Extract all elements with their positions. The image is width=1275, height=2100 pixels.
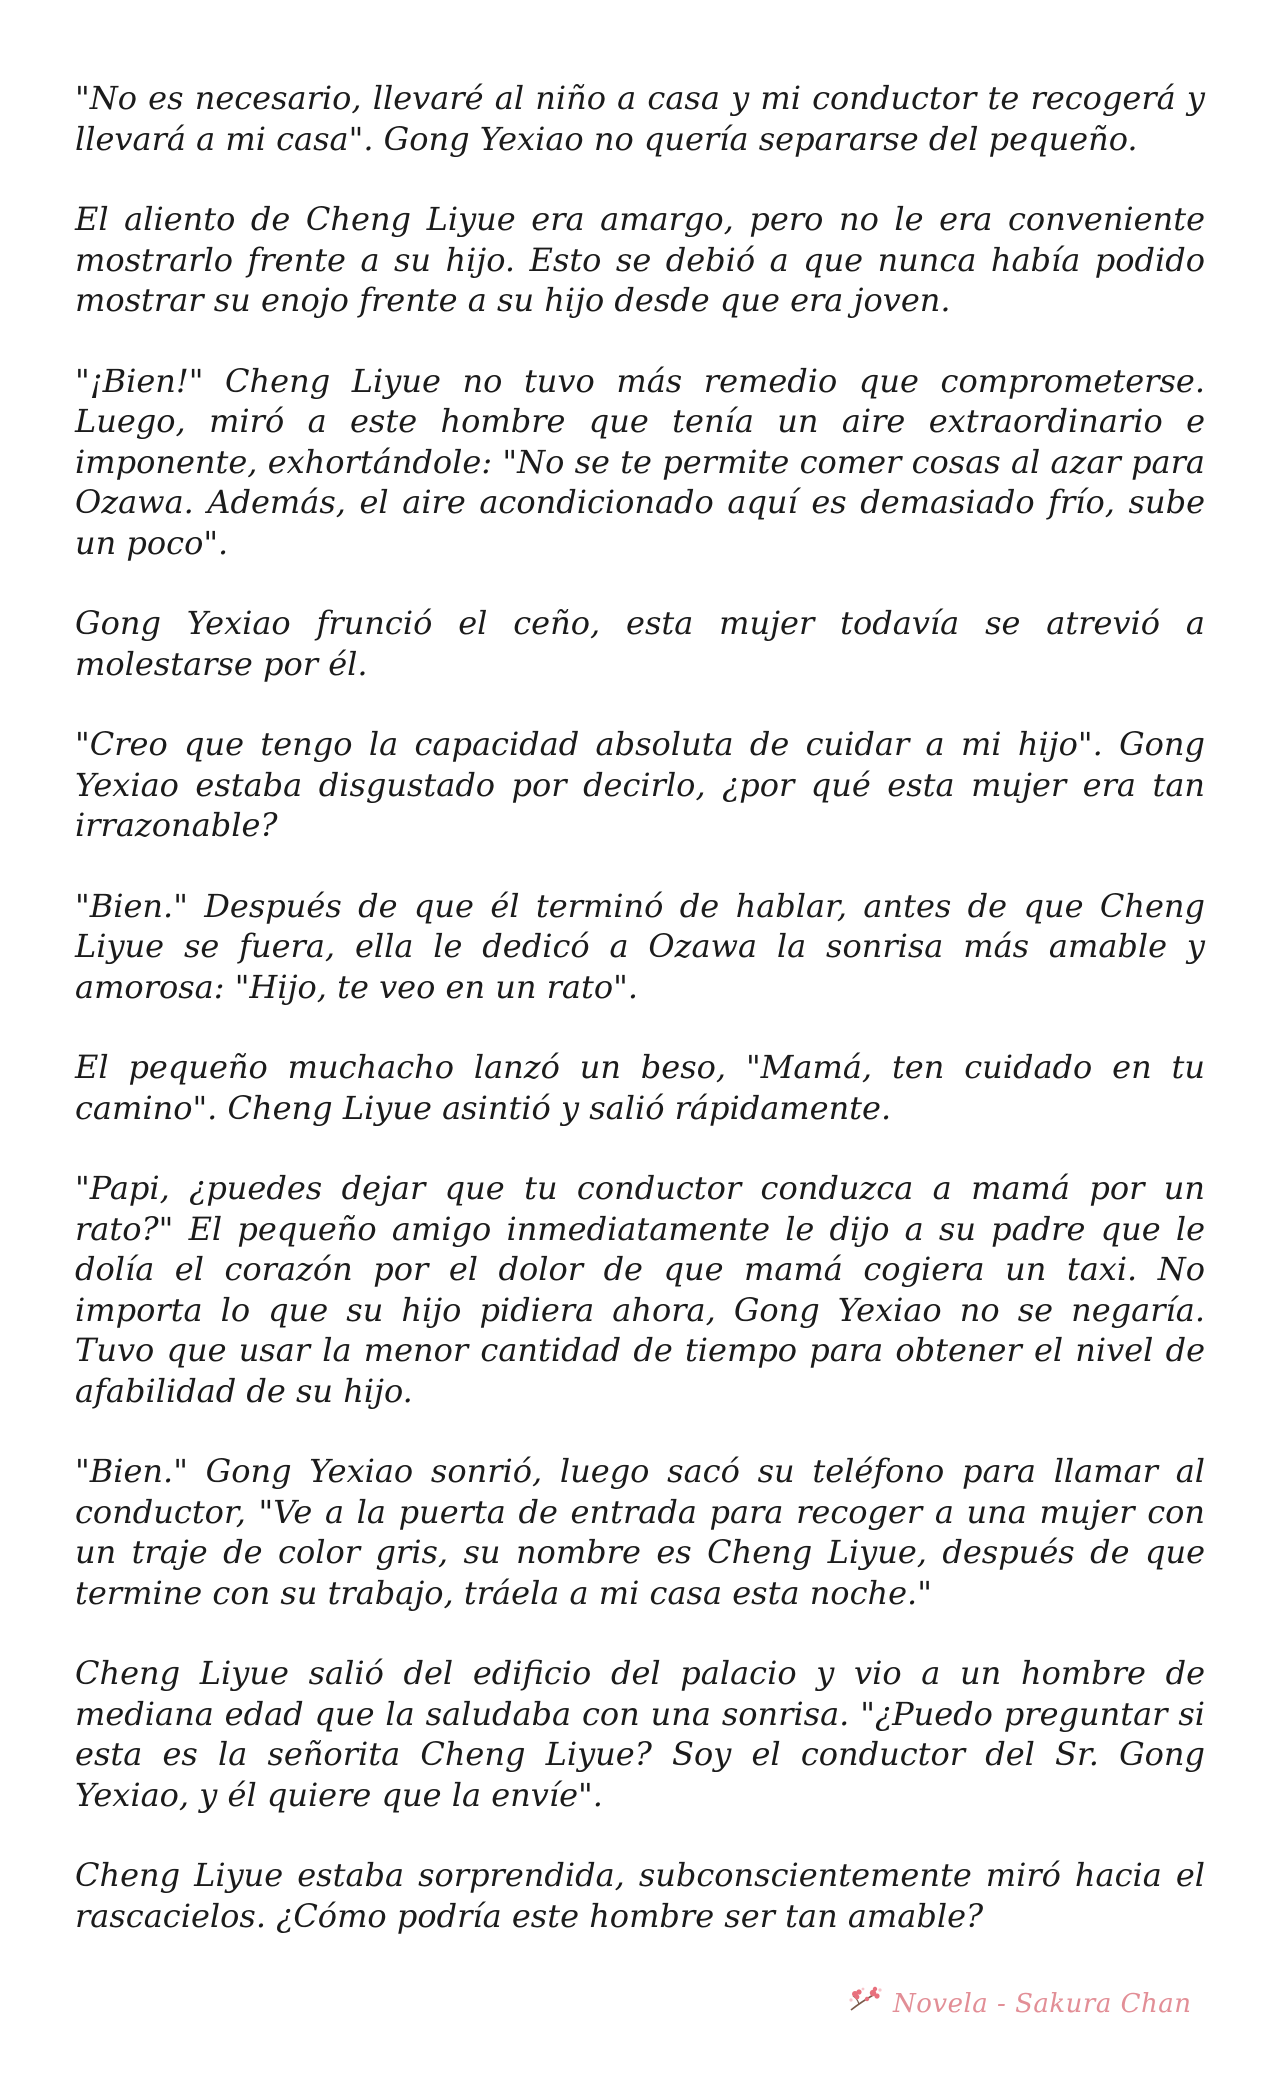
paragraph: Cheng Liyue salió del edificio del palacio y vio a un hombre de mediana edad que la saludaba con una sonrisa. "¿Puedo preguntar si esta es la señorita Cheng Liyue? Soy el conductor del Sr. Gong Yexiao, y él quiere que la envíe". [75,1654,1205,1814]
paragraph: "Creo que tengo la capacidad absoluta de cuidar a mi hijo". Gong Yexiao estaba disgustado por decirlo, ¿por qué esta mujer era tan irrazonable? [75,725,1205,844]
sakura-flower-icon [845,1984,885,2023]
paragraph: Gong Yexiao frunció el ceño, esta mujer todavía se atrevió a molestarse por él. [75,604,1205,683]
paragraph: El pequeño muchacho lanzó un beso, "Mamá, ten cuidado en tu camino". Cheng Liyue asintió y salió rápidamente. [75,1048,1205,1127]
paragraph: "Bien." Gong Yexiao sonrió, luego sacó su teléfono para llamar al conductor, "Ve a la puerta de entrada para recoger a una mujer con un traje de color gris, su nombre es Cheng Liyue, después de que termine con su trabajo, tráela a mi casa esta noche." [75,1452,1205,1612]
document-page [75,78,1205,1976]
paragraph: "¡Bien!" Cheng Liyue no tuvo más remedio que comprometerse. Luego, miró a este hombre que tenía un aire extraordinario e imponente, exhortándole: "No se te permite comer cosas al azar para Ozawa. Además, el aire acondicionado aquí es demasiado frío, sube un poco". [75,361,1205,562]
watermark [845,1984,1192,2023]
paragraph: "No es necesario, llevaré al niño a casa y mi conductor te recogerá y llevará a mi casa". Gong Yexiao no quería separarse del pequeño. [75,79,1205,158]
paragraph: El aliento de Cheng Liyue era amargo, pero no le era conveniente mostrarlo frente a su hijo. Esto se debió a que nunca había podido mostrar su enojo frente a su hijo desde que era joven. [75,200,1205,319]
paragraph: "Papi, ¿puedes dejar que tu conductor conduzca a mamá por un rato?" El pequeño amigo inmediatamente le dijo a su padre que le dolía el corazón por el dolor de que mamá cogiera un taxi. No importa lo que su hijo pidiera ahora, Gong Yexiao no se negaría. Tuvo que usar la menor cantidad de tiempo para obtener el nivel de afabilidad de su hijo. [75,1169,1205,1410]
watermark-text: Novela - Sakura Chan [893,1988,1192,2019]
paragraph: Cheng Liyue estaba sorprendida, subconscientemente miró hacia el rascacielos. ¿Cómo podría este hombre ser tan amable? [75,1856,1205,1935]
paragraph: "Bien." Después de que él terminó de hablar, antes de que Cheng Liyue se fuera, ella le dedicó a Ozawa la sonrisa más amable y amorosa: "Hijo, te veo en un rato". [75,886,1205,1006]
